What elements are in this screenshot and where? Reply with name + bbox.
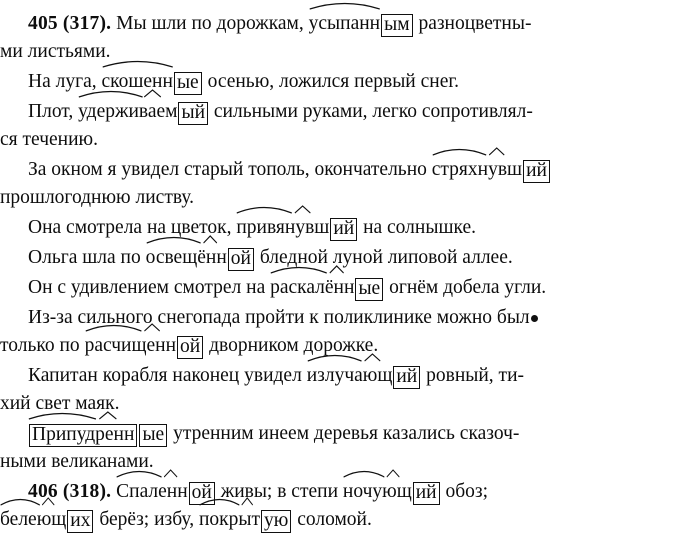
marked-word-beleyushchikh — [0, 506, 94, 534]
text-run: На луга, — [28, 71, 102, 92]
boxed-ending: ий — [393, 366, 420, 389]
text-run: ровный, ти- — [421, 365, 525, 386]
text-run: берёз; избу, — [94, 509, 199, 530]
word-stem: удерживаем — [78, 101, 178, 122]
text-run: разноцветны- — [413, 13, 532, 34]
root-arc — [270, 274, 354, 302]
word-stem: раскалённ — [270, 277, 355, 298]
boxed-stem: Припудренн — [29, 424, 137, 447]
root-arc — [236, 214, 329, 242]
text-run: Он с удивлением смотрел на — [28, 277, 271, 298]
text-run: на солнышке. — [358, 217, 476, 238]
word-stem: ночующ — [342, 481, 412, 502]
marked-word-raschishchennoi — [85, 332, 205, 360]
text-run: дворником дорожке. — [204, 335, 379, 356]
paragraph-sentence-5 — [0, 244, 686, 272]
text-run: За окном я увидел старый тополь, окончательно — [28, 159, 432, 180]
root-arc — [78, 98, 177, 126]
text-run: хий свет маяк. — [0, 393, 120, 414]
text-run: ми листьями. — [0, 41, 111, 62]
document-page — [0, 10, 686, 558]
text-run: соломой. — [292, 509, 372, 530]
boxed-ending: ий — [523, 160, 550, 183]
marked-word-pokrytuyu — [199, 506, 292, 534]
root-arc — [146, 244, 227, 272]
marked-word-raskalyonnye — [270, 274, 384, 302]
root-arc — [343, 478, 412, 506]
marked-word-pripudrennye — [28, 420, 168, 448]
root-arc — [199, 506, 260, 534]
text-run: ся течению. — [0, 129, 98, 150]
text-run: Из-за сильного снегопада пройти к поликлинике можно был — [28, 307, 530, 328]
paragraph-sentence-2 — [0, 98, 686, 126]
boxed-ending: ий — [330, 218, 357, 241]
paragraph-sentence-7 — [0, 304, 686, 332]
boxed-ending: ые — [174, 72, 202, 95]
text-run: утренним инеем деревья казались сказоч- — [168, 423, 520, 444]
root-arc — [102, 68, 173, 96]
paragraph-406-line2 — [0, 506, 686, 534]
text-run: обоз; — [440, 481, 489, 502]
word-stem: скошенн — [101, 71, 173, 92]
boxed-ending: ые — [139, 424, 167, 447]
boxed-ending: ой — [228, 248, 254, 271]
boxed-ending: ый — [178, 102, 208, 125]
paragraph-sentence-9 — [0, 420, 686, 448]
marked-word-uderzhivaemyi — [78, 98, 209, 126]
exercise-number-405: 405 (317). — [28, 13, 112, 34]
text-run: только по — [0, 335, 85, 356]
exercise-number-406: 406 (318). — [28, 481, 112, 502]
text-run: живы; в степи — [215, 481, 343, 502]
paragraph-sentence-7-cont — [0, 332, 686, 360]
word-stem: Спаленн — [116, 481, 188, 502]
paragraph-sentence-6 — [0, 274, 686, 302]
boxed-ending: их — [67, 510, 93, 533]
root-arc — [307, 362, 393, 390]
text-run: Ольга шла по — [28, 247, 146, 268]
paragraph-405-line1 — [0, 10, 686, 38]
boxed-ending: ые — [355, 278, 383, 301]
root-arc — [85, 332, 176, 360]
boxed-ending: ым — [381, 14, 412, 37]
root-arc — [309, 10, 380, 38]
root-arc — [116, 478, 188, 506]
marked-word-nochuyushchii — [343, 478, 441, 506]
word-stem: покрыт — [198, 509, 260, 530]
text-run: бледной луной липовой аллее. — [254, 247, 513, 268]
word-stem: излучающ — [306, 365, 393, 386]
root-arc-mark — [309, 1, 380, 10]
paragraph-sentence-3 — [0, 156, 686, 184]
text-run: Капитан корабля наконец увидел — [28, 365, 307, 386]
text-run: огнём добела угли. — [384, 277, 547, 298]
boxed-ending: ий — [413, 482, 440, 505]
marked-word-skoshennye — [102, 68, 203, 96]
paragraph-sentence-8 — [0, 362, 686, 390]
marked-word-usypannym — [309, 10, 414, 38]
word-stem: привянувш — [236, 217, 330, 238]
paragraph-sentence-2-cont — [0, 126, 686, 154]
text-run: прошлогоднюю листву. — [0, 187, 195, 208]
marked-word-stryakhnuvshii — [432, 156, 551, 184]
root-arc — [0, 506, 66, 534]
paragraph-sentence-4 — [0, 214, 686, 242]
paragraph-406-line1 — [0, 478, 686, 506]
paragraph-405-line2 — [0, 38, 686, 66]
paragraph-sentence-3-cont — [0, 184, 686, 212]
boxed-ending: ой — [177, 336, 203, 359]
word-stem: стряхнувш — [431, 159, 523, 180]
paragraph-sentence-8-cont — [0, 390, 686, 418]
text-run: ными великанами. — [0, 451, 154, 472]
text-run: Плот, — [28, 101, 79, 122]
boxed-ending: ой — [189, 482, 215, 505]
ink-blot — [531, 315, 538, 322]
marked-word-osveshchyonnoi — [146, 244, 255, 272]
marked-word-izluchayushchii — [307, 362, 422, 390]
marked-word-spalennoi — [116, 478, 216, 506]
text-run: осенью, ложился первый снег. — [202, 71, 460, 92]
text-run: Мы шли по дорожкам, — [116, 13, 309, 34]
word-stem: усыпанн — [308, 13, 381, 34]
marked-word-privyanuvshii — [236, 214, 358, 242]
word-stem: освещённ — [145, 247, 227, 268]
root-arc — [28, 420, 138, 448]
word-stem: расчищенн — [84, 335, 177, 356]
word-stem: белеющ — [0, 509, 67, 530]
paragraph-sentence-9-cont — [0, 448, 686, 476]
boxed-ending: ую — [261, 510, 291, 533]
root-arc — [432, 156, 522, 184]
text-run: сильными руками, легко сопротивлял- — [209, 101, 533, 122]
text-run: Она смотрела на цветок, — [28, 217, 237, 238]
paragraph-sentence-1 — [0, 68, 686, 96]
